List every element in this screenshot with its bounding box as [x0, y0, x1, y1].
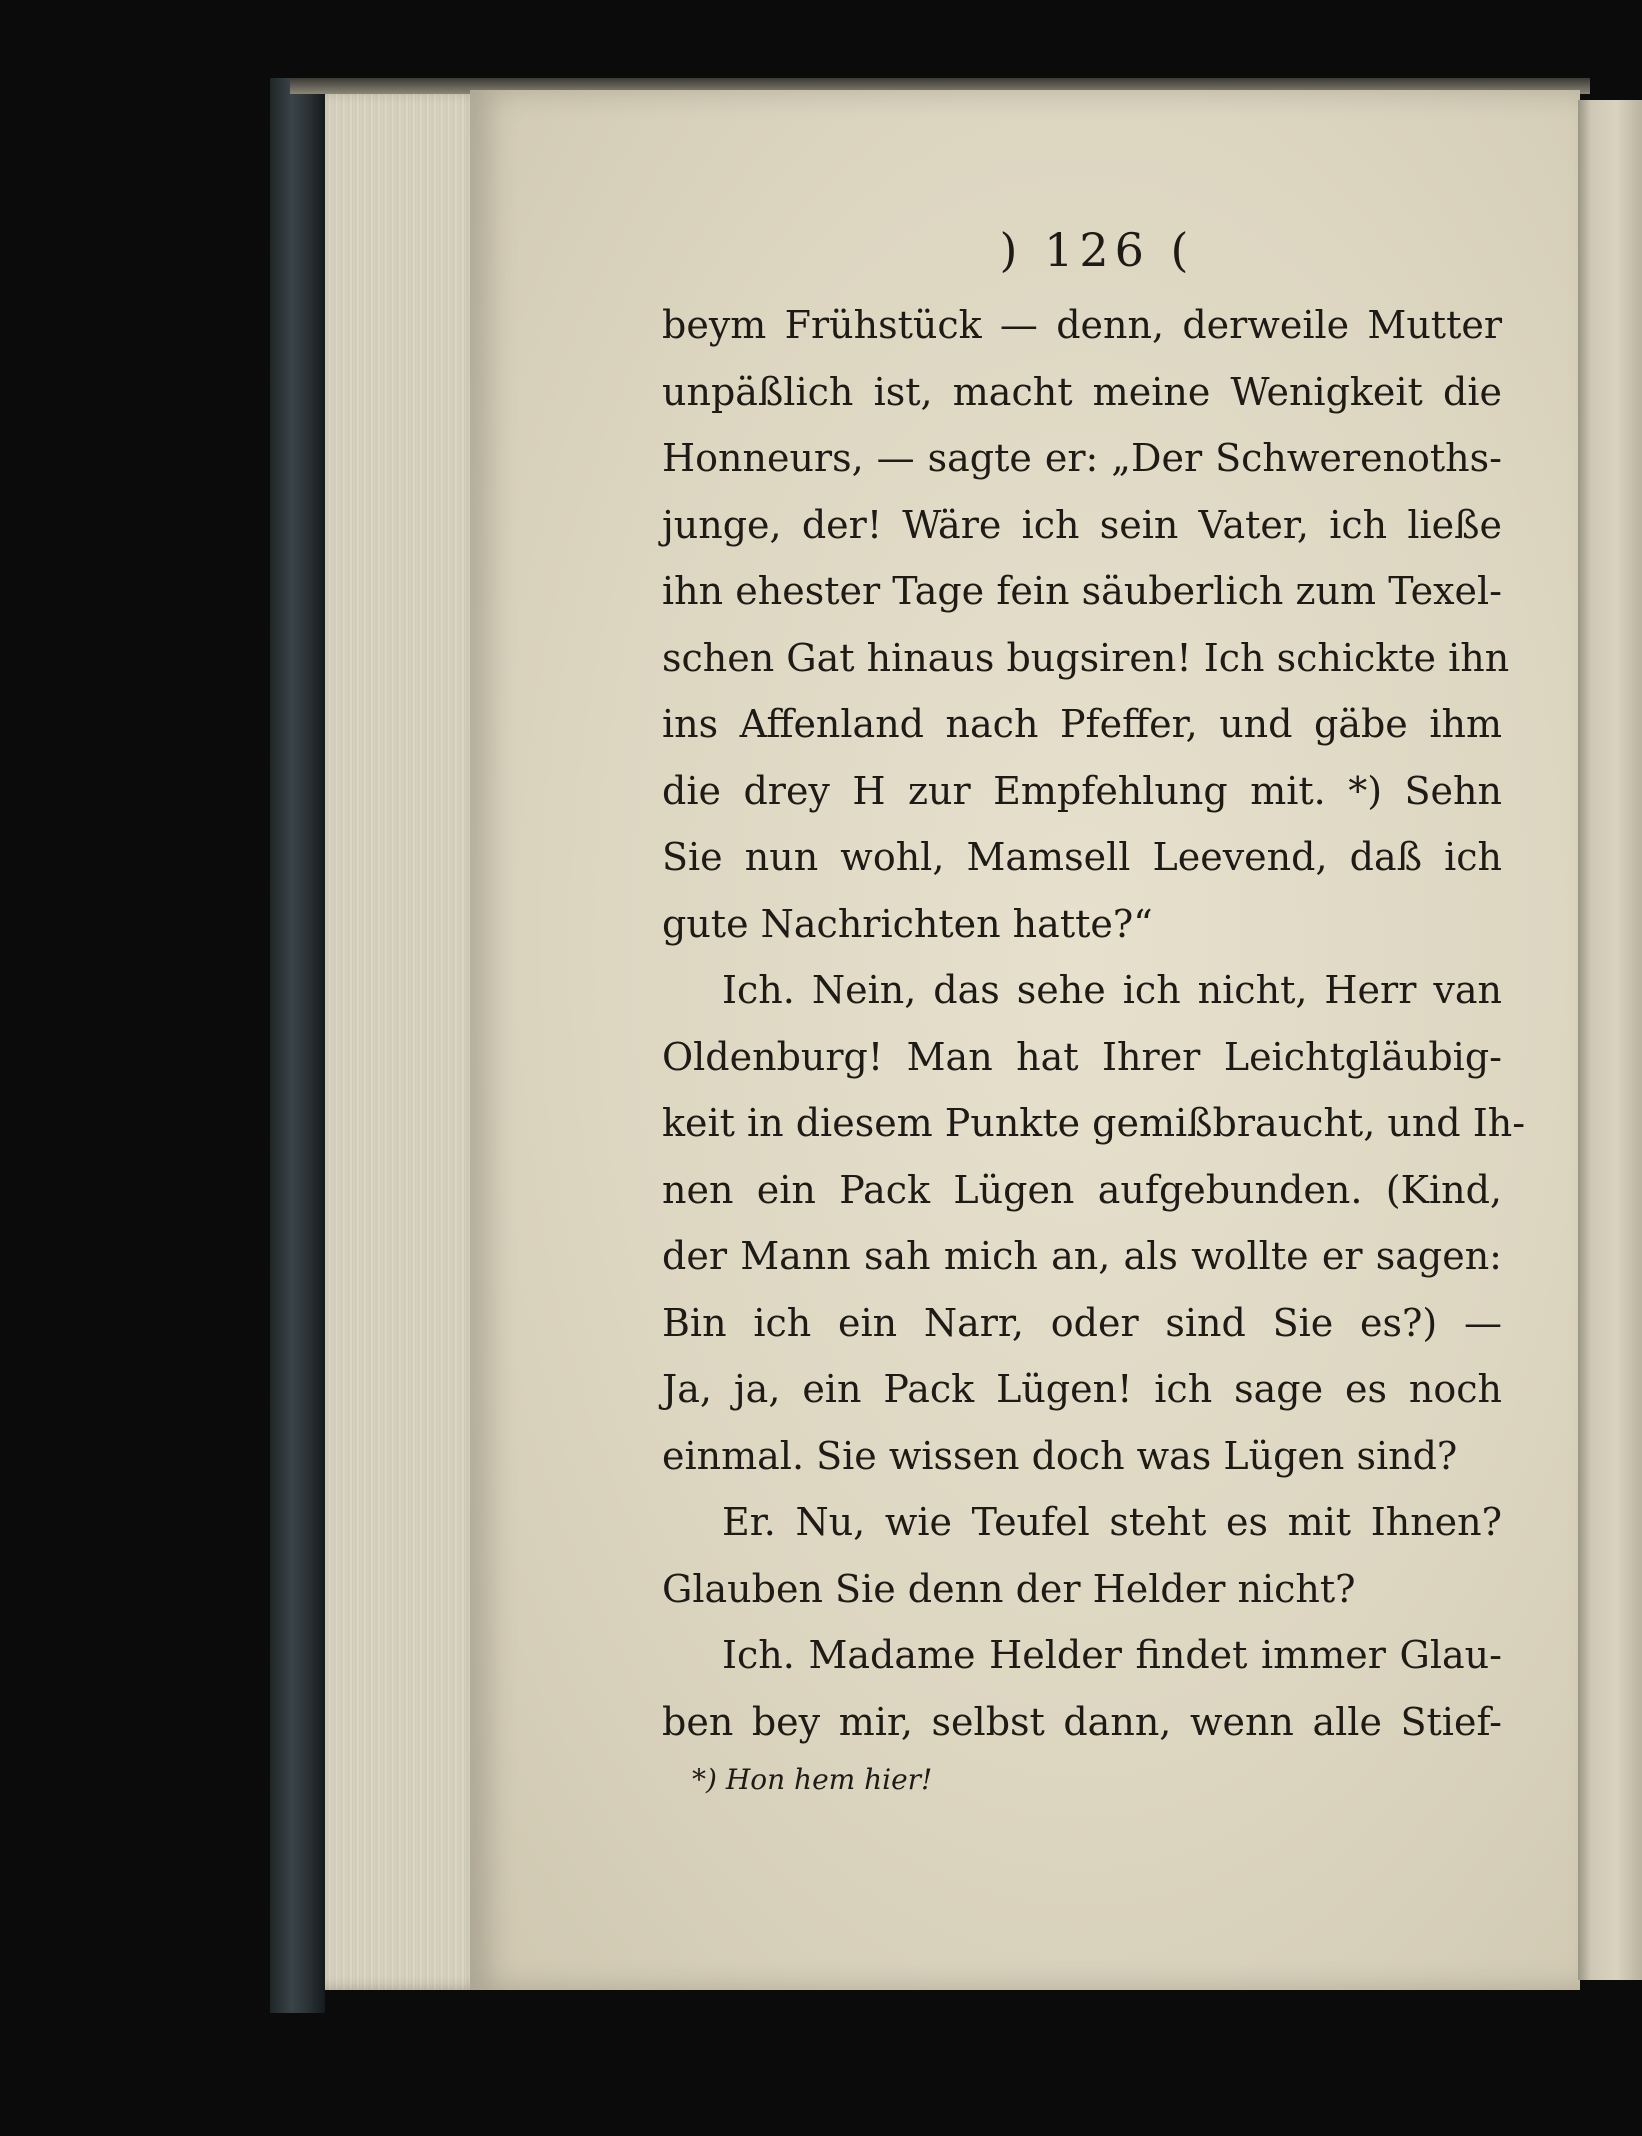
- text-line: ben bey mir, selbst dann, wenn alle Stief-: [662, 1699, 1502, 1744]
- text-line: Sie nun wohl, Mamsell Leevend, daß ich: [662, 835, 1502, 879]
- page-header: ) 126 (: [999, 223, 1195, 277]
- text-line: der Mann sah mich an, als wollte er sagen:: [662, 1234, 1502, 1278]
- text-line: Ich. Nein, das sehe ich nicht, Herr van: [722, 968, 1502, 1012]
- text-line: ihn ehester Tage fein säuberlich zum Texel-: [662, 569, 1502, 613]
- page-text-block: [662, 220, 1526, 1805]
- text-line: die drey H zur Empfehlung mit. *) Sehn: [662, 768, 1502, 813]
- text-line: unpäßlich ist, macht meine Wenigkeit die: [662, 369, 1502, 414]
- text-line: gute Nachrichten hatte?“: [662, 901, 1153, 946]
- book-spine: [270, 78, 325, 2013]
- text-line: ins Affenland nach Pfeffer, und gäbe ihm: [662, 702, 1502, 746]
- page-edges: [325, 90, 485, 1990]
- text-line: Er. Nu, wie Teufel steht es mit Ihnen?: [722, 1500, 1502, 1544]
- text-line: Glauben Sie denn der Helder nicht?: [662, 1566, 1356, 1611]
- text-line: junge, der! Wäre ich sein Vater, ich ließe: [662, 502, 1502, 547]
- facing-page-edge: [1578, 100, 1642, 1980]
- text-line: Ich. Madame Helder findet immer Glau-: [722, 1633, 1502, 1677]
- text-line: Oldenburg! Man hat Ihrer Leichtgläubig-: [662, 1034, 1502, 1079]
- text-line: einmal. Sie wissen doch was Lügen sind?: [662, 1433, 1458, 1478]
- text-line: nen ein Pack Lügen aufgebunden. (Kind,: [662, 1167, 1502, 1212]
- text-line: Bin ich ein Narr, oder sind Sie es?) —: [662, 1300, 1502, 1345]
- text-line: beym Frühstück — denn, derweile Mutter: [662, 303, 1502, 347]
- footnote: *) Hon hem hier!: [692, 1763, 933, 1796]
- text-line: Honneurs, — sagte er: „Der Schwerenoths-: [662, 436, 1502, 480]
- text-line: keit in diesem Punkte gemißbraucht, und Ih-: [662, 1101, 1526, 1145]
- text-line: schen Gat hinaus bugsiren! Ich schickte ihn: [662, 635, 1510, 680]
- text-line: Ja, ja, ein Pack Lügen! ich sage es noch: [662, 1367, 1502, 1411]
